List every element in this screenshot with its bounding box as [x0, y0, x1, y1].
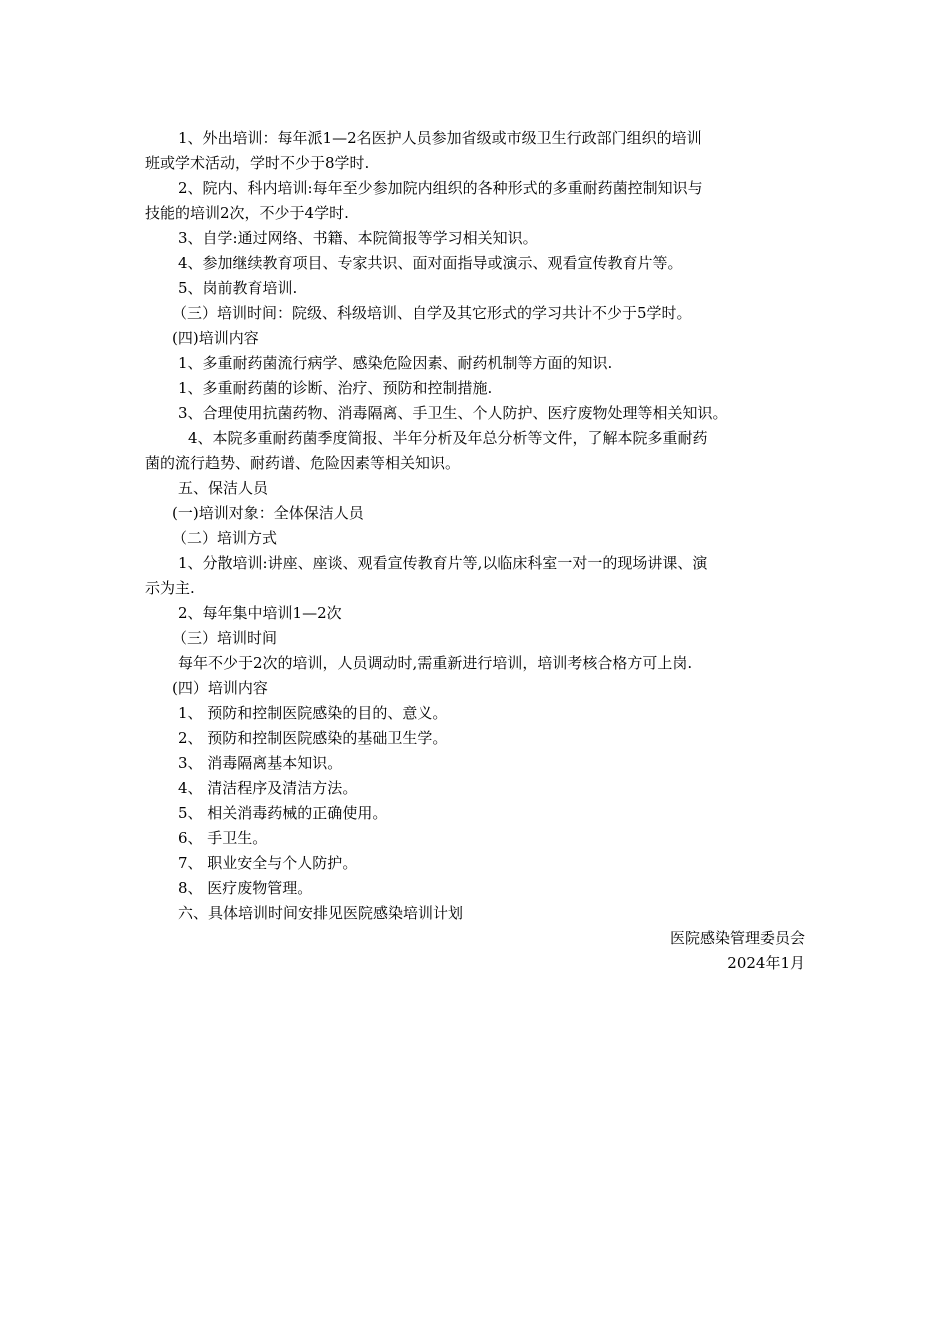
text-line: 1、多重耐药菌流行病学、感染危险因素、耐药机制等方面的知识.	[178, 354, 613, 372]
text-line: 4、参加继续教育项目、专家共识、面对面指导或演示、观看宣传教育片等。	[178, 254, 683, 272]
text-line: 菌的流行趋势、耐药谱、危险因素等相关知识。	[145, 454, 461, 472]
list-item: 1、 预防和控制医院感染的目的、意义。	[178, 704, 448, 722]
text-line: 5、岗前教育培训.	[178, 279, 298, 297]
list-item: 5、 相关消毒药械的正确使用。	[178, 804, 388, 822]
list-item: 2、 预防和控制医院感染的基础卫生学。	[178, 729, 448, 747]
text-line: 每年不少于2次的培训，人员调动时,需重新进行培训，培训考核合格方可上岗.	[178, 654, 693, 672]
section-heading: 五、保洁人员	[178, 479, 269, 497]
text-line: (四）培训内容	[172, 679, 268, 697]
text-line: 班或学术活动，学时不少于8学时.	[145, 154, 370, 172]
text-line: 2、每年集中培训1—2次	[178, 604, 342, 622]
list-item: 3、 消毒隔离基本知识。	[178, 754, 343, 772]
text-line: （三）培训时间：院级、科级培训、自学及其它形式的学习共计不少于5学时。	[172, 304, 692, 322]
list-item: 7、 职业安全与个人防护。	[178, 854, 358, 872]
text-line: 技能的培训2次，不少于4学时.	[145, 204, 349, 222]
list-item: 8、 医疗废物管理。	[178, 879, 313, 897]
text-line: (一)培训对象：全体保洁人员	[172, 504, 364, 522]
signature-organization: 医院感染管理委员会	[669, 929, 805, 947]
text-line: 1、外出培训：每年派1—2名医护人员参加省级或市级卫生行政部门组织的培训	[178, 129, 702, 147]
text-line: 4、本院多重耐药菌季度简报、半年分析及年总分析等文件，了解本院多重耐药	[188, 429, 708, 447]
text-line: 1、多重耐药菌的诊断、治疗、预防和控制措施.	[178, 379, 493, 397]
list-item: 6、 手卫生。	[178, 829, 268, 847]
text-line: 1、分散培训:讲座、座谈、观看宣传教育片等,以临床科室一对一的现场讲课、演	[178, 554, 708, 572]
section-heading: 六、具体培训时间安排见医院感染培训计划	[178, 904, 464, 922]
text-line: （二）培训方式	[172, 529, 278, 547]
text-line: (四)培训内容	[172, 329, 259, 347]
text-line: 3、自学:通过网络、书籍、本院简报等学习相关知识。	[178, 229, 538, 247]
list-item: 4、 清洁程序及清洁方法。	[178, 779, 358, 797]
text-line: 2、院内、科内培训:每年至少参加院内组织的各种形式的多重耐药菌控制知识与	[178, 179, 703, 197]
text-line: 示为主.	[145, 579, 195, 597]
signature-date: 2024年1月	[727, 954, 805, 972]
text-line: 3、合理使用抗菌药物、消毒隔离、手卫生、个人防护、医疗废物处理等相关知识。	[178, 404, 728, 422]
text-line: （三）培训时间	[172, 629, 278, 647]
